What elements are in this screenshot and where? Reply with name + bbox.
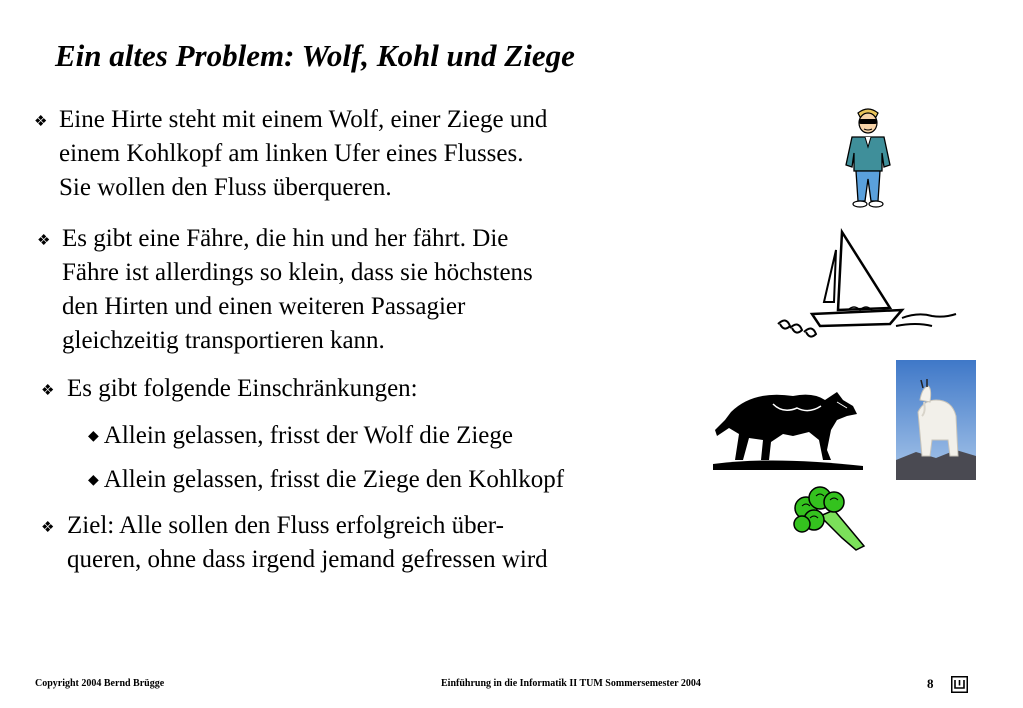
subbullet-text: Allein gelassen, frisst der Wolf die Ziege: [103, 422, 513, 449]
subbullet-goat-cabbage: [88, 463, 564, 498]
sailboat-clipart: [772, 228, 962, 346]
footer-copyright: Copyright 2004 Bernd Brügge: [35, 678, 165, 689]
bullet-line: Es gibt eine Fähre, die hin und her fährt. Die: [62, 225, 509, 252]
tum-logo-icon: [951, 676, 968, 693]
bullet-restrictions: [41, 372, 418, 406]
goat-photo: [896, 360, 976, 480]
bullet-marker: ❖: [34, 114, 48, 130]
bullet-ferry: [37, 222, 533, 358]
bullet-line: gleichzeitig transportieren kann.: [62, 327, 385, 354]
bullet-line: Ziel: Alle sollen den Fluss erfolgreich über-: [67, 512, 504, 539]
slide-title: Ein altes Problem: Wolf, Kohl und Ziege: [55, 38, 575, 73]
bullet-line: Sie wollen den Fluss überqueren.: [59, 174, 392, 201]
subbullet-wolf-goat: [88, 419, 513, 454]
subbullet-marker: ◆: [88, 473, 99, 488]
bullet-line: den Hirten und einen weiteren Passagier: [62, 293, 466, 320]
bullet-line: Es gibt folgende Einschränkungen:: [67, 375, 418, 402]
subbullet-marker: ◆: [88, 429, 99, 444]
bullet-shepherd: [34, 103, 547, 205]
bullet-line: Fähre ist allerdings so klein, dass sie höchstens: [62, 259, 533, 286]
bullet-line: queren, ohne dass irgend jemand gefressen wird: [67, 546, 548, 573]
bullet-marker: ❖: [41, 520, 55, 536]
cabbage-clipart: [790, 486, 868, 554]
shepherd-clipart: [838, 103, 898, 209]
bullet-line: Eine Hirte steht mit einem Wolf, einer Ziege und: [59, 106, 548, 133]
bullet-goal: [41, 509, 548, 577]
page-number: 8: [927, 676, 934, 691]
subbullet-text: Allein gelassen, frisst die Ziege den Kohlkopf: [103, 466, 565, 493]
bullet-marker: ❖: [37, 233, 51, 249]
bullet-marker: ❖: [41, 383, 55, 399]
footer-course: Einführung in die Informatik II TUM Sommersemester 2004: [441, 678, 701, 689]
bullet-line: einem Kohlkopf am linken Ufer eines Flusses.: [59, 140, 524, 167]
wolf-clipart: [713, 384, 863, 472]
